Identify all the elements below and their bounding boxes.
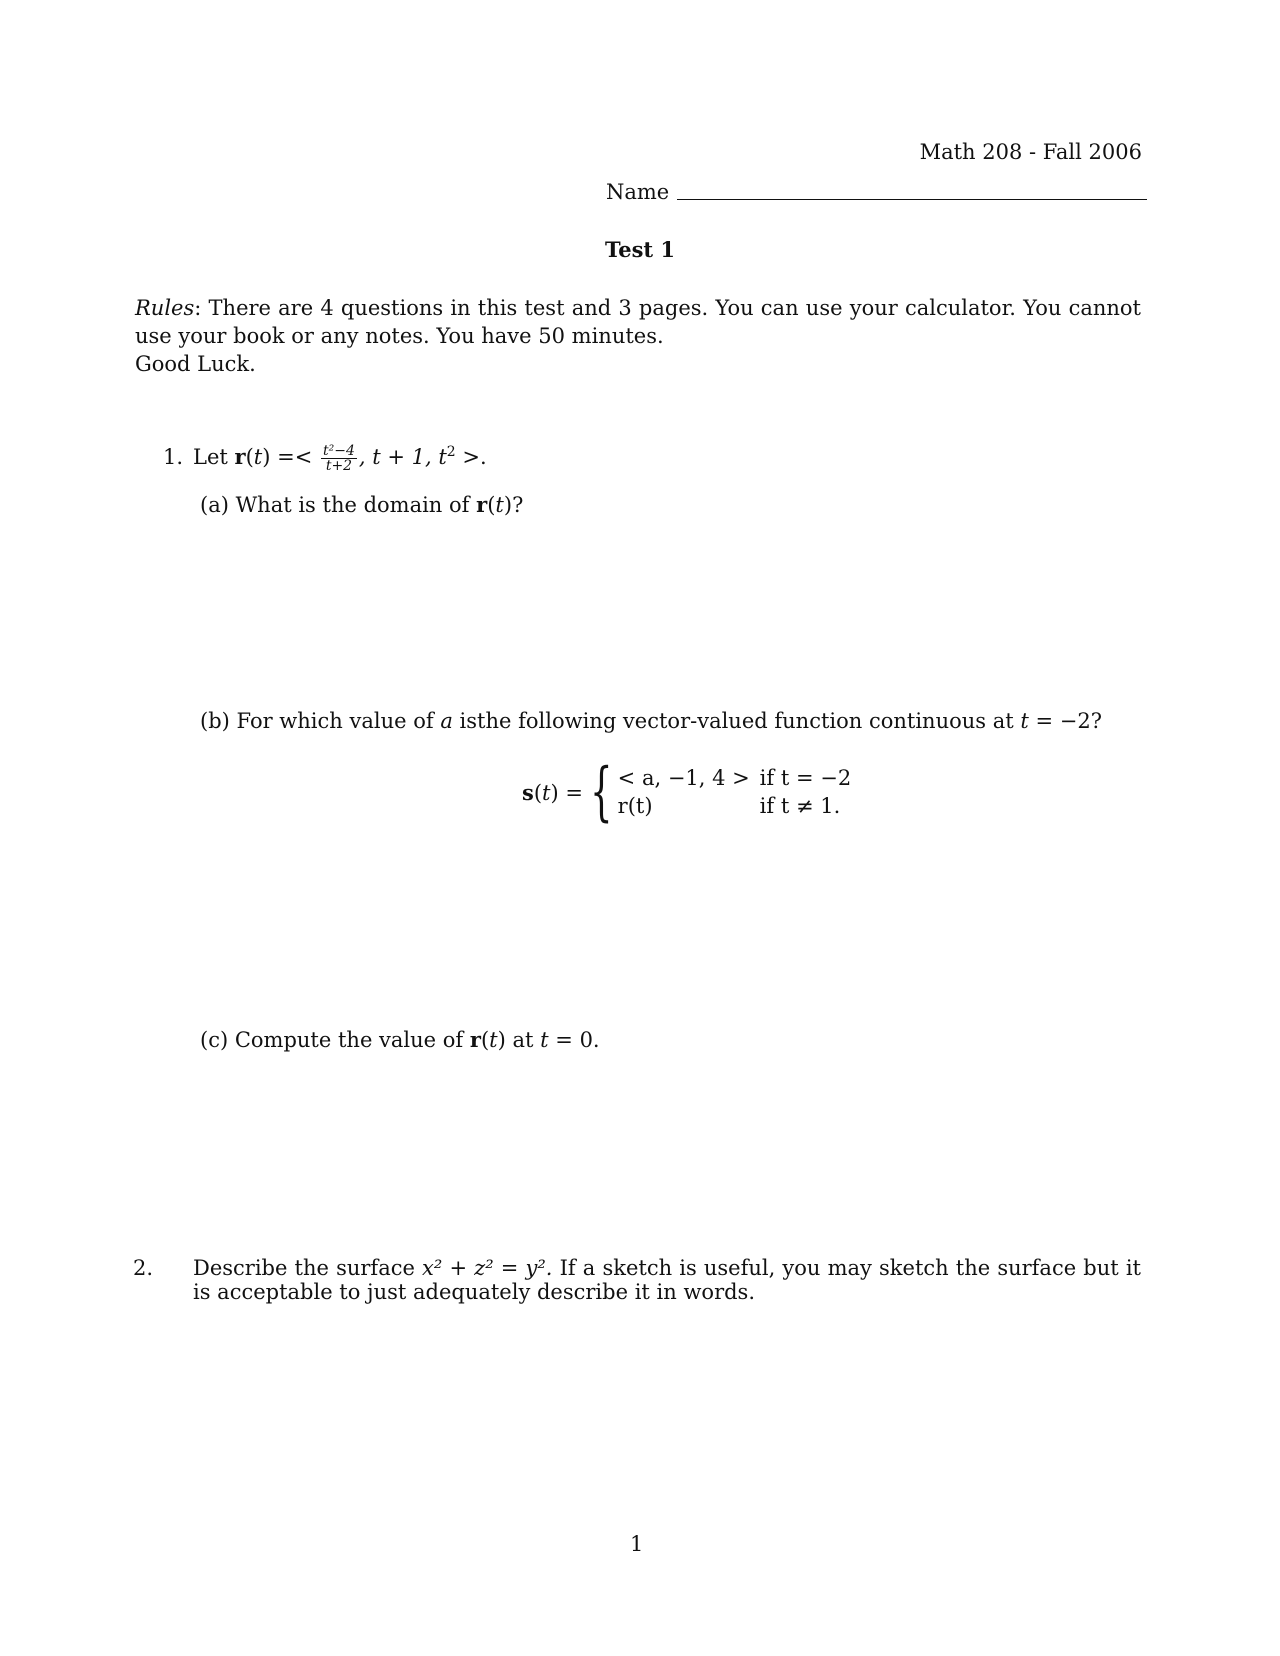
rules-block bbox=[135, 294, 1141, 378]
s-function: s(t) = bbox=[522, 779, 583, 805]
case-1-condition: if t = −2 bbox=[759, 766, 852, 790]
question-1c: (c) Compute the value of r(t) at t = 0. bbox=[200, 1027, 600, 1052]
question-1b: (b) For which value of a isthe following vector-valued function continuous at t = −2? bbox=[200, 709, 1102, 733]
question-number: 2. bbox=[133, 1256, 154, 1280]
case-1-value: < a, −1, 4 > bbox=[617, 766, 750, 790]
rules-lead: Rules bbox=[135, 296, 195, 320]
left-brace: { bbox=[590, 755, 613, 829]
part-label: (b) bbox=[200, 709, 230, 733]
test-title: Test 1 bbox=[605, 237, 676, 262]
question-1a: (a) What is the domain of r(t)? bbox=[200, 492, 524, 517]
name-blank-line[interactable] bbox=[677, 199, 1147, 200]
case-2-condition: if t ≠ 1. bbox=[759, 794, 841, 818]
question-2: 2. Describe the surface x² + z² = y². If a sketch is useful, you may sketch the surface but it is acceptable to just adequately describe it in words. bbox=[133, 1256, 1141, 1304]
fraction: $\frac{\text{t²−4}}{t+2}$ bbox=[323, 443, 355, 474]
name-label: Name bbox=[606, 180, 670, 204]
piecewise-function bbox=[522, 755, 852, 829]
case-2-value: r(t) bbox=[617, 794, 653, 818]
surface-equation: x² + z² = y². bbox=[422, 1256, 553, 1280]
part-label: (a) bbox=[200, 493, 229, 517]
part-label: (c) bbox=[200, 1028, 229, 1052]
question-1-stem: 1. Let r(t) =< $\frac{\text{t²−4}}{t+2}$ , t + 1, $t^2$ >. bbox=[163, 443, 487, 474]
name-field-row bbox=[606, 178, 1147, 206]
question-number: 1. bbox=[163, 445, 184, 469]
good-luck: Good Luck. bbox=[135, 352, 256, 376]
rules-text: : There are 4 questions in this test and 3 pages. You can use your calculator. You cannot use your book or any notes. You have 50 minutes. bbox=[135, 296, 1141, 348]
page-number: 1 bbox=[630, 1532, 644, 1556]
course-header: Math 208 - Fall 2006 bbox=[919, 140, 1142, 164]
piecewise-cases bbox=[618, 764, 852, 820]
